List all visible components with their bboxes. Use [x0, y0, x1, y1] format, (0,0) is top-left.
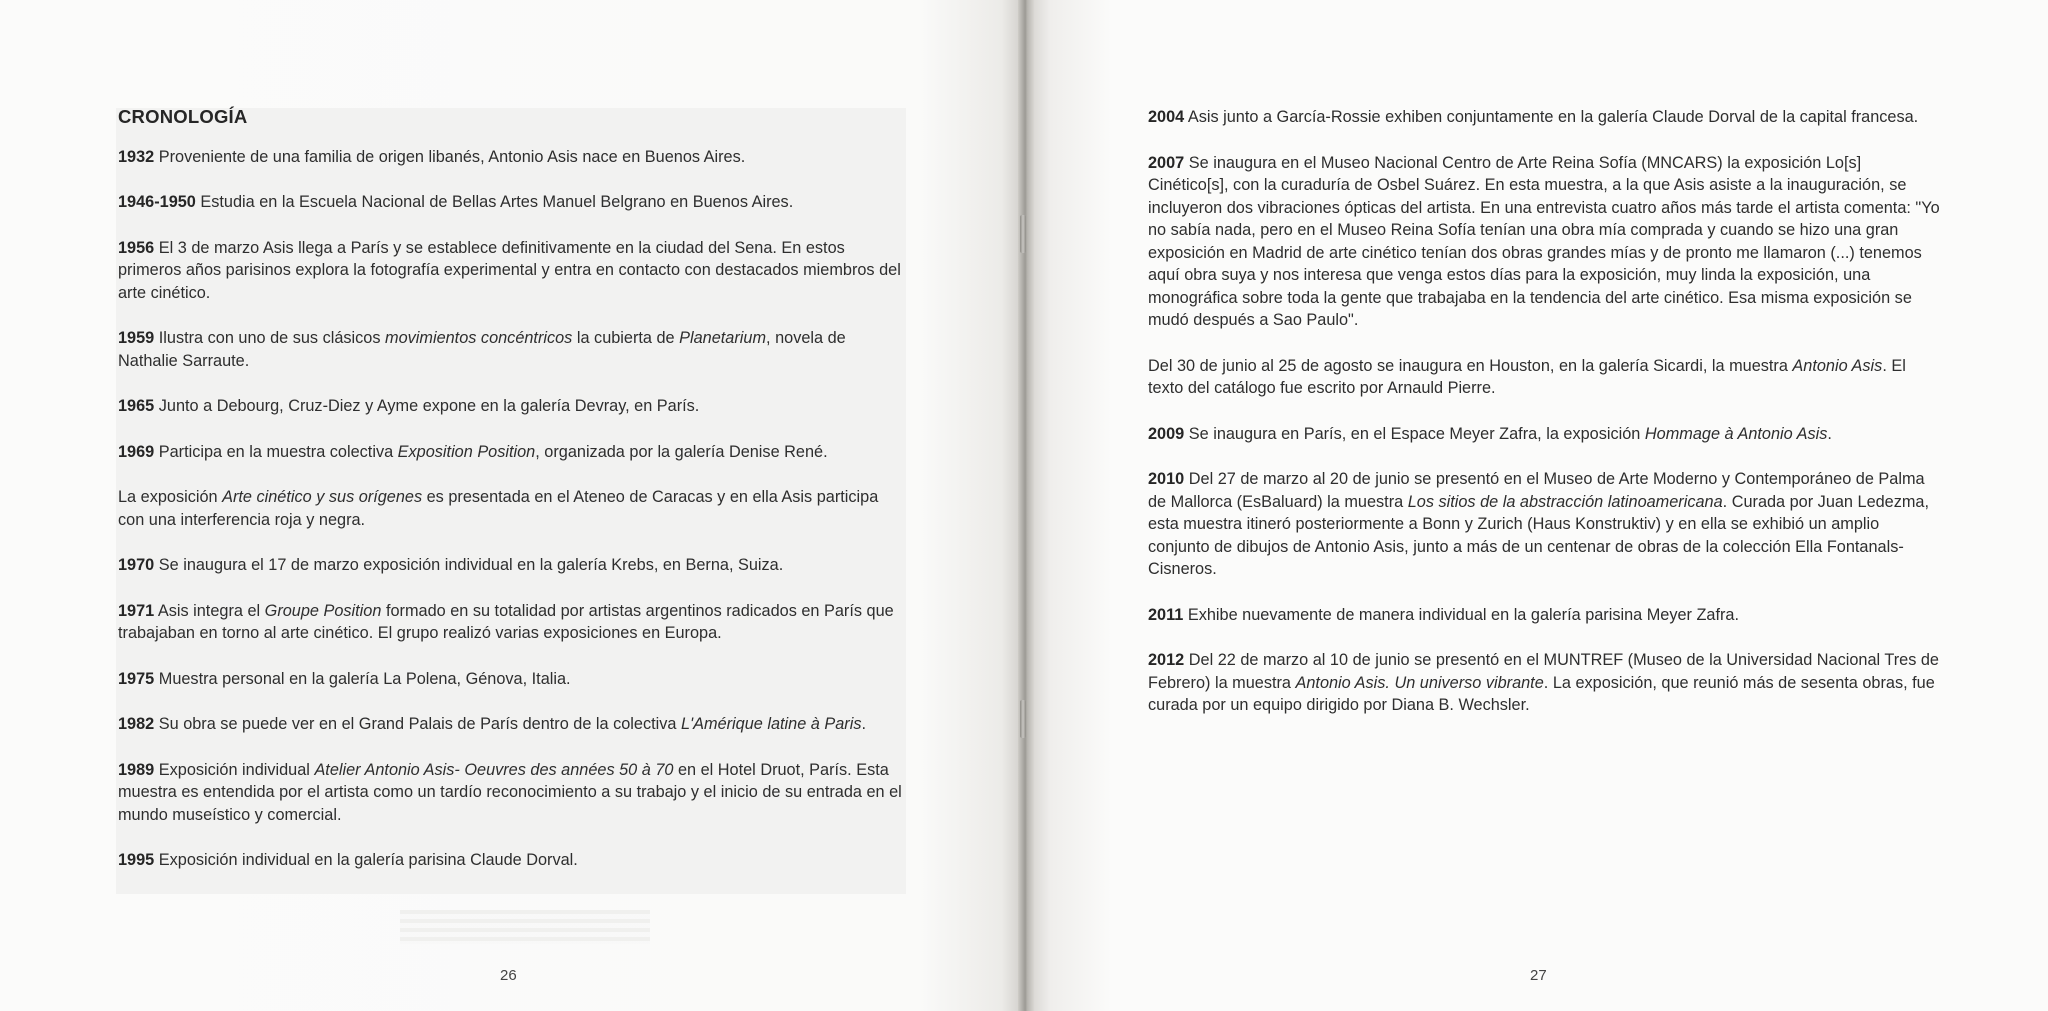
entry-1932: 1932 Proveniente de una familia de origen libanés, Antonio Asis nace en Buenos Aires. [118, 147, 746, 166]
entry-2004: 2004 Asis junto a García-Rossie exhiben conjuntamente en la galería Claude Dorval de la capital francesa. [1148, 108, 1919, 126]
entry-1959: 1959 Ilustra con uno de sus clásicos movimientos concéntricos la cubierta de Planetarium, novela de Nathalie Sarraute. [118, 329, 846, 370]
entry-2009: 2009 Se inaugura en París, en el Espace Meyer Zafra, la exposición Hommage à Antonio Asis. [1148, 424, 1832, 443]
entry-1965: 1965 Junto a Debourg, Cruz-Diez y Ayme expone en la galería Devray, en París. [118, 397, 700, 415]
entry-houston: Del 30 de junio al 25 de agosto se inaugura en Houston, en la galería Sicardi, la muestra Antonio Asis. El texto del catálogo fue escrito por Arnauld Pierre. [1148, 356, 1906, 397]
page-number-left: 26 [500, 967, 517, 984]
left-column [118, 106, 908, 895]
entry-1971: 1971 Asis integra el Groupe Position formado en su totalidad por artistas argentinos radicados en París que trabajaban en torno al arte cinético. El grupo realizó varias exposiciones en Europa. [118, 601, 894, 642]
entry-1989: 1989 Exposición individual Atelier Antonio Asis- Oeuvres des années 50 à 70 en el Hotel Druot, París. Esta muestra es entendida por el artista como un tardío reconocimiento a su trabajo y el inicio de su entrada en el mundo museístico y comercial. [118, 760, 902, 824]
entry-1956: 1956 El 3 de marzo Asis llega a París y se establece definitivamente en la ciudad del Sena. En estos primeros años parisinos explora la fotografía experimental y entra en contacto con destacados miembros del arte cinético. [118, 238, 901, 302]
entry-1995: 1995 Exposición individual en la galería parisina Claude Dorval. [118, 851, 578, 869]
entry-1970: 1970 Se inaugura el 17 de marzo exposición individual en la galería Krebs, en Berna, Suiza. [118, 556, 784, 574]
page-number-right: 27 [1530, 967, 1547, 984]
entry-1982: 1982 Su obra se puede ver en el Grand Palais de París dentro de la colectiva L'Amérique latine à Paris. [118, 715, 867, 733]
chronology-heading: CRONOLOGÍA [118, 106, 248, 127]
entry-2010: 2010 Del 27 de marzo al 20 de junio se presentó en el Museo de Arte Moderno y Contemporáneo de Palma de Mallorca (EsBaluard) la muestra Los sitios de la abstracción latinoamericana. Curada por Juan Ledezma, esta muestra itineró posteriormente a Bonn y Zurich (Haus Konstruktiv) y en ella se exhibió un amplio conjunto de dibujos de Antonio Asis, junto a más de un centenar de obras de la colección Ella Fontanals-Cisneros. [1148, 470, 1930, 578]
book-gutter [1018, 0, 1034, 1011]
staple-top [1020, 215, 1026, 253]
entry-2012: 2012 Del 22 de marzo al 10 de junio se presentó en el MUNTREF (Museo de la Universidad Nacional Tres de Febrero) la muestra Antonio Asis. Un universo vibrante. La exposición, que reunió más de sesenta obras, fue curada por un equipo dirigido por Diana B. Wechsler. [1148, 651, 1939, 714]
entry-1975: 1975 Muestra personal en la galería La Polena, Génova, Italia. [118, 669, 571, 688]
entry-1946-1950: 1946-1950 Estudia en la Escuela Nacional de Bellas Artes Manuel Belgrano en Buenos Aires. [118, 193, 794, 211]
entry-2007: 2007 Se inaugura en el Museo Nacional Centro de Arte Reina Sofía (MNCARS) la exposición Lo[s] Cinético[s], con la curaduría de Osbel Suárez. En esta muestra, a la que Asis asiste a la inauguración, se incluyeron dos vibraciones ópticas del artista. En una entrevista cuatro años más tarde el artista comenta: "Yo no sabía nada, pero en el Museo Reina Sofía tenían una obra mía comprada y cuando se hizo una gran exposición en Madrid de arte cinético tenían dos obras grandes mías y de pronto me llamaron (...) tenemos aquí obra suya y nos interesa que venga estos días para la exposición, muy linda la exposición, una monográfica sobre toda la gente que trabajaba en la tendencia del arte cinético. Esa misma exposición se mudó después a Sao Paulo". [1148, 153, 1940, 329]
left-page [0, 0, 1022, 1011]
entry-2011: 2011 Exhibe nuevamente de manera individual en la galería parisina Meyer Zafra. [1148, 605, 1740, 624]
right-column [1148, 106, 1940, 740]
entry-arte-cinetico: La exposición Arte cinético y sus orígenes es presentada en el Ateneo de Caracas y en ella Asis participa con una interferencia roja y negra. [118, 488, 879, 529]
entry-1969: 1969 Participa en la muestra colectiva Exposition Position, organizada por la galería Denise René. [118, 442, 828, 461]
staple-bottom [1020, 700, 1026, 738]
show-through-shadow [400, 910, 650, 944]
